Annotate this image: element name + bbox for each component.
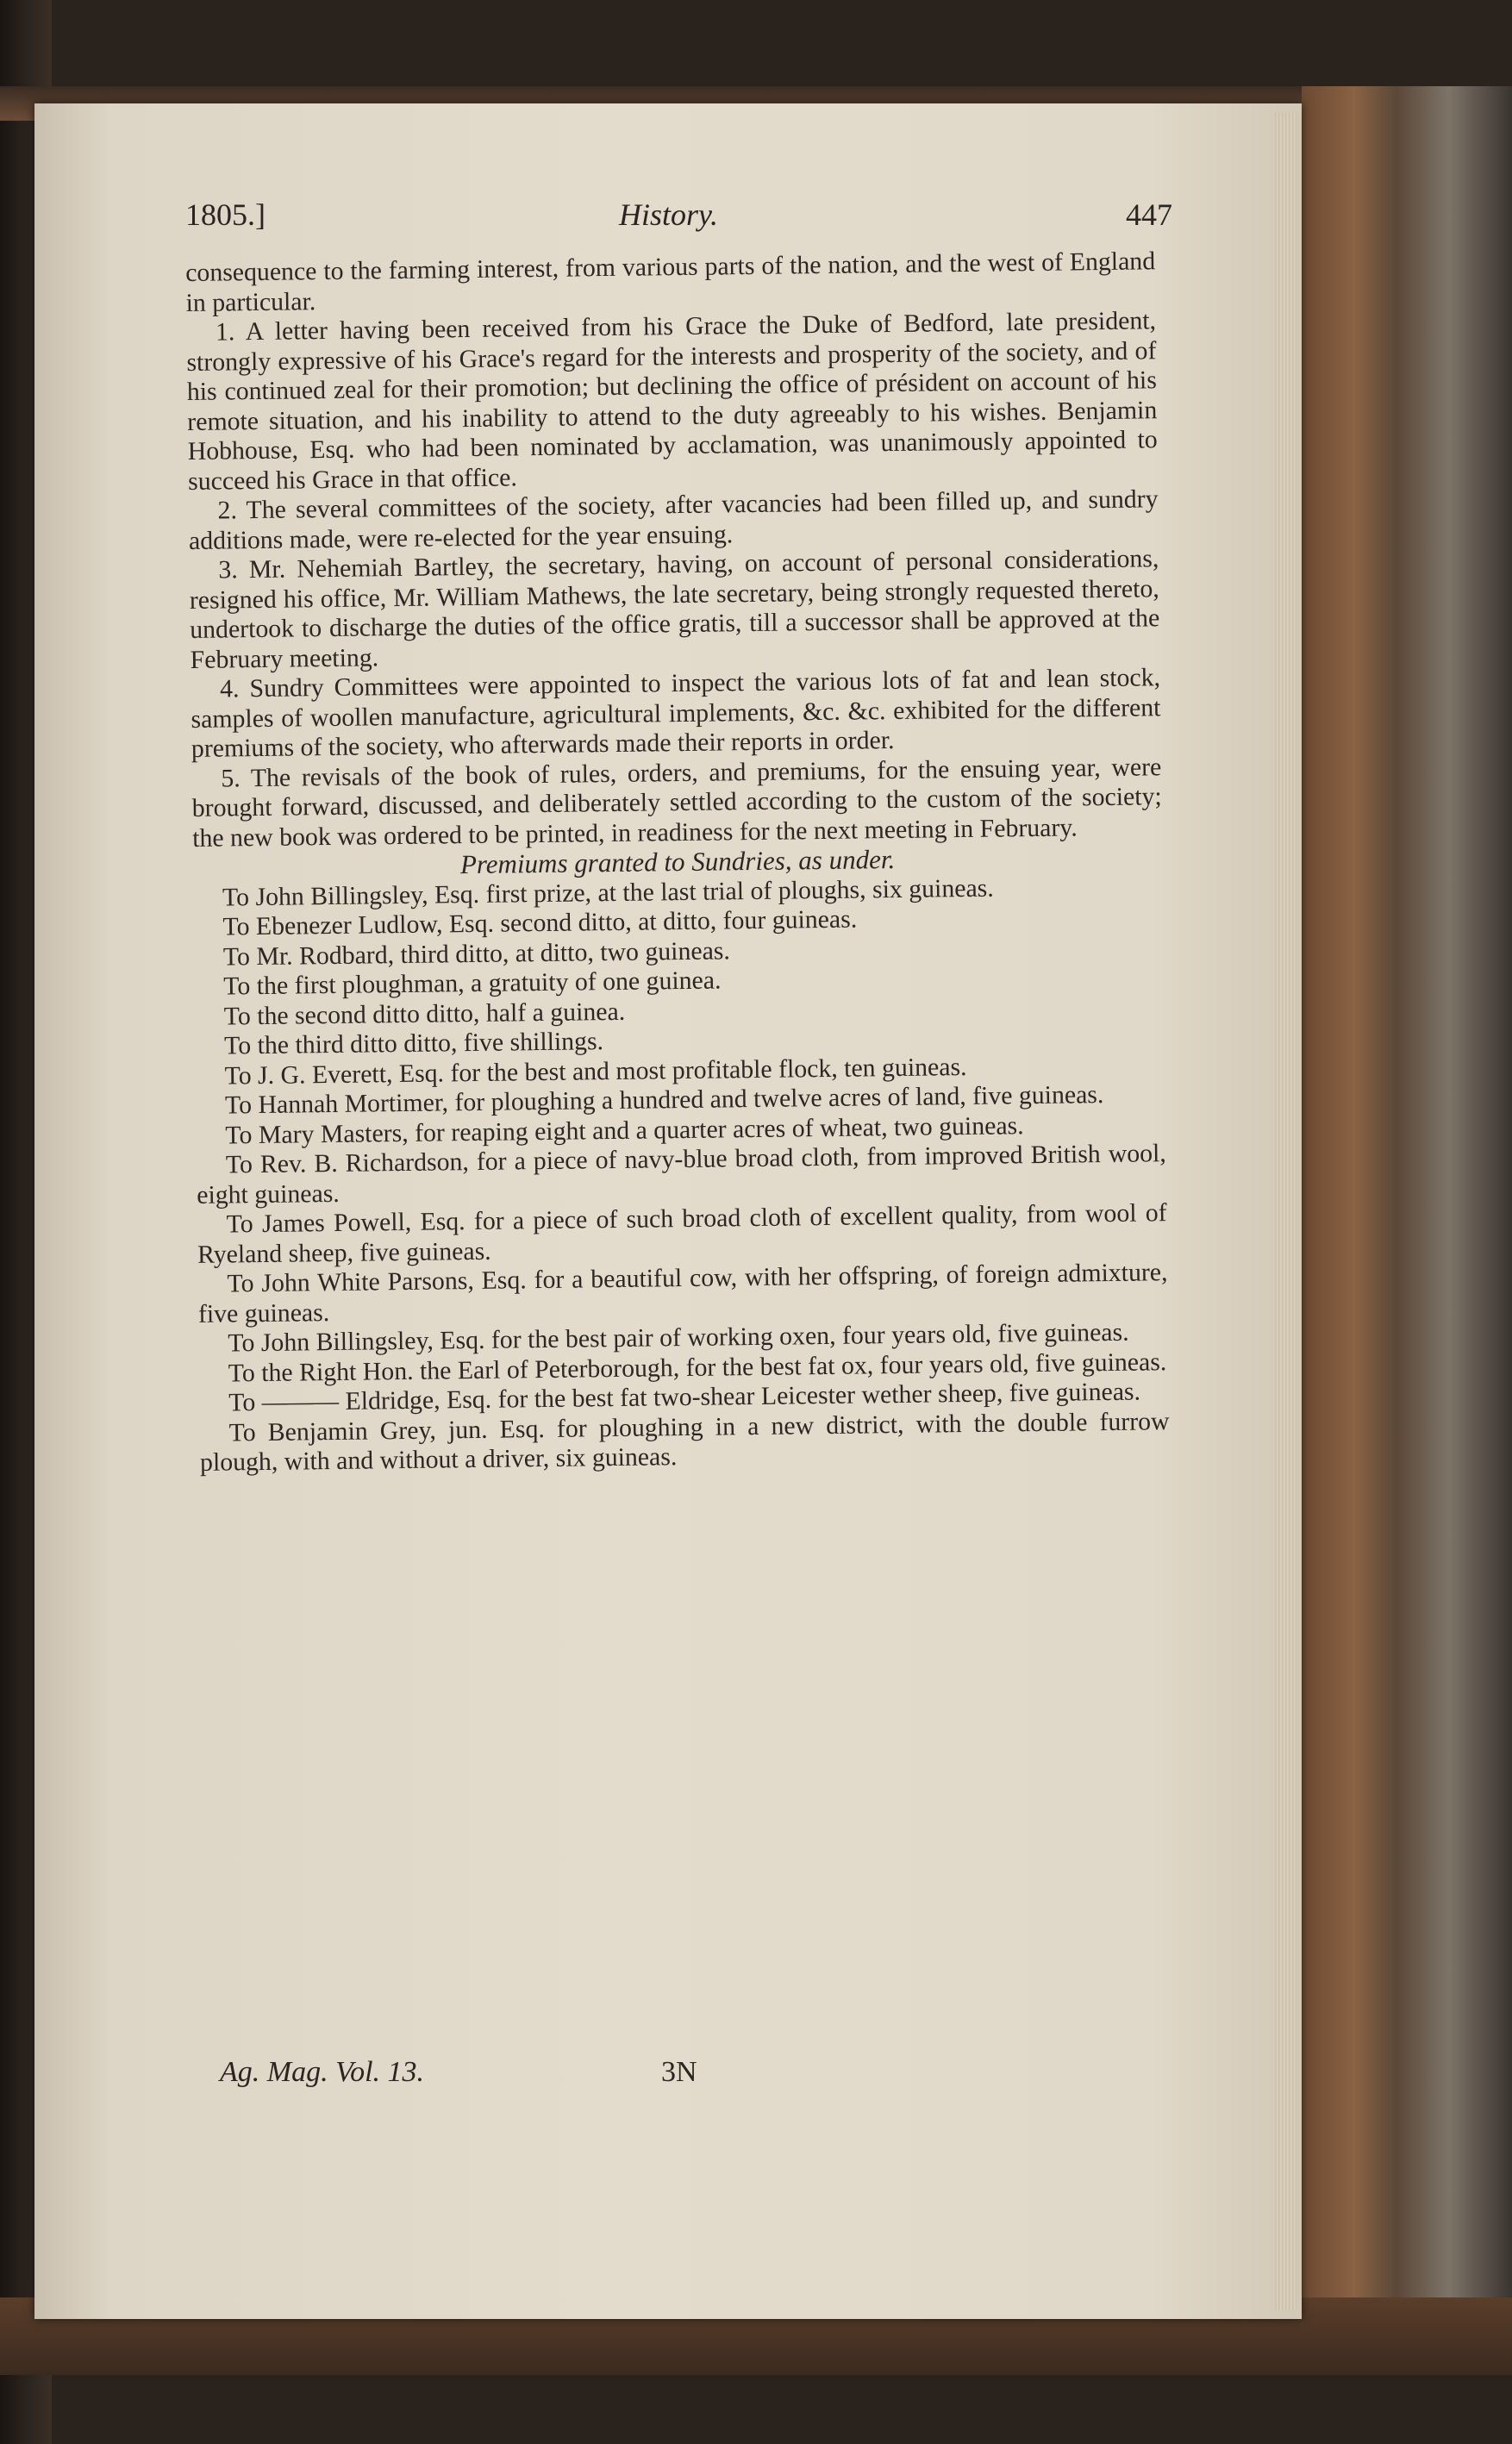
premium-entry: To James Powell, Esq. for a piece of such broad cloth of excellent quality, from wool of Ryeland sheep, five guineas. — [197, 1198, 1167, 1269]
paragraph-item-5: 5. The revisals of the book of rules, orders, and premiums, for the ensuing year, were brought forward, discussed, and deliberately settled according to the custom of the society; the new book was ordered to be printed, in readiness for the next meeting in February. — [191, 752, 1162, 853]
premium-entry: To Mr. Rodbard, third ditto, at ditto, two guineas. — [222, 935, 731, 972]
book-cover-right — [1302, 86, 1512, 2345]
premium-entry: To John Billingsley, Esq. for the best pair of working oxen, four years old, five guineas. — [228, 1317, 1129, 1358]
header-year: 1805.] — [185, 197, 266, 232]
paragraph-item-4: 4. Sundry Committees were appointed to inspect the various lots of fat and lean stock, samples of woollen manufacture, agricultural implements, &c. &c. exhibited for the different premiums of the society, who afterwards made their reports in order. — [191, 663, 1161, 763]
premium-entry: To Hannah Mortimer, for ploughing a hundred and twelve acres of land, five guineas. — [224, 1080, 1104, 1120]
paragraph-item-1: 1. A letter having been received from his Grace the Duke of Bedford, late president, strongly expressive of his Grace's regard for the interests and prosperity of the society, and of his continued zeal for their promotion; but declining the office of président on account of his remote situation, and his inability to attend to the duty agreeably to his wishes. Benjamin Hobhouse, Esq. who had been nominated by acclamation, was unanimously appointed to succeed his Grace in that office. — [186, 306, 1158, 496]
premium-entry: To Benjamin Grey, jun. Esq. for ploughing in a new district, with the double furrow plough, with and without a driver, six guineas. — [199, 1406, 1170, 1477]
premium-entry: To Rev. B. Richardson, for a piece of navy-blue broad cloth, from improved British wool, eight guineas. — [197, 1139, 1166, 1209]
page-body — [185, 247, 1170, 1478]
page-edges — [1274, 112, 1296, 2310]
premium-entry: To the third ditto ditto, five shillings. — [223, 1027, 604, 1060]
header-title: History. — [619, 197, 719, 232]
premium-entry: To Ebenezer Ludlow, Esq. second ditto, at ditto, four guineas. — [222, 904, 858, 941]
premium-entry: To John Billingsley, Esq. first prize, at the last trial of ploughs, six guineas. — [222, 873, 994, 912]
paragraph-item-2: 2. The several committees of the society, after vacancies had been filled up, and sundry additions made, were re-elected for the year ensuing. — [188, 484, 1159, 555]
section-subheading: Premiums granted to Sundries, as under. — [459, 843, 896, 880]
premium-entry: To Mary Masters, for reaping eight and a quarter acres of wheat, two guineas. — [225, 1110, 1024, 1150]
paragraph-continued: consequence to the farming interest, from various parts of the nation, and the west of England in particular. — [185, 247, 1156, 317]
premium-entry: To the second ditto ditto, half a guinea. — [223, 997, 626, 1031]
premium-entry: To the Right Hon. the Earl of Peterborough, for the best fat ox, four years old, five guineas. — [228, 1347, 1167, 1387]
premium-entry: To J. G. Everett, Esq. for the best and most profitable flock, ten guineas. — [224, 1052, 967, 1091]
paragraph-item-3: 3. Mr. Nehemiah Bartley, the secretary, having, on account of personal considerations, resigned his office, Mr. William Mathews, the late secretary, being strongly requested thereto, undertook to discharge the duties of the office gratis, till a successor shall be approved at the February meeting. — [189, 544, 1160, 674]
signature-mark: 3N — [661, 2056, 697, 2088]
premium-entry: To John White Parsons, Esq. for a beautiful cow, with her offspring, of foreign admixture, five guineas. — [197, 1258, 1168, 1328]
premium-entry: To ——— Eldridge, Esq. for the best fat two-shear Leicester wether sheep, five guineas. — [228, 1377, 1141, 1417]
premium-entry: To the first ploughman, a gratuity of one guinea. — [223, 966, 722, 1001]
page-number: 447 — [1126, 197, 1172, 232]
running-header — [185, 197, 1172, 248]
page-footer — [220, 2056, 823, 2099]
footer-signature: Ag. Mag. Vol. 13. — [220, 2056, 425, 2088]
